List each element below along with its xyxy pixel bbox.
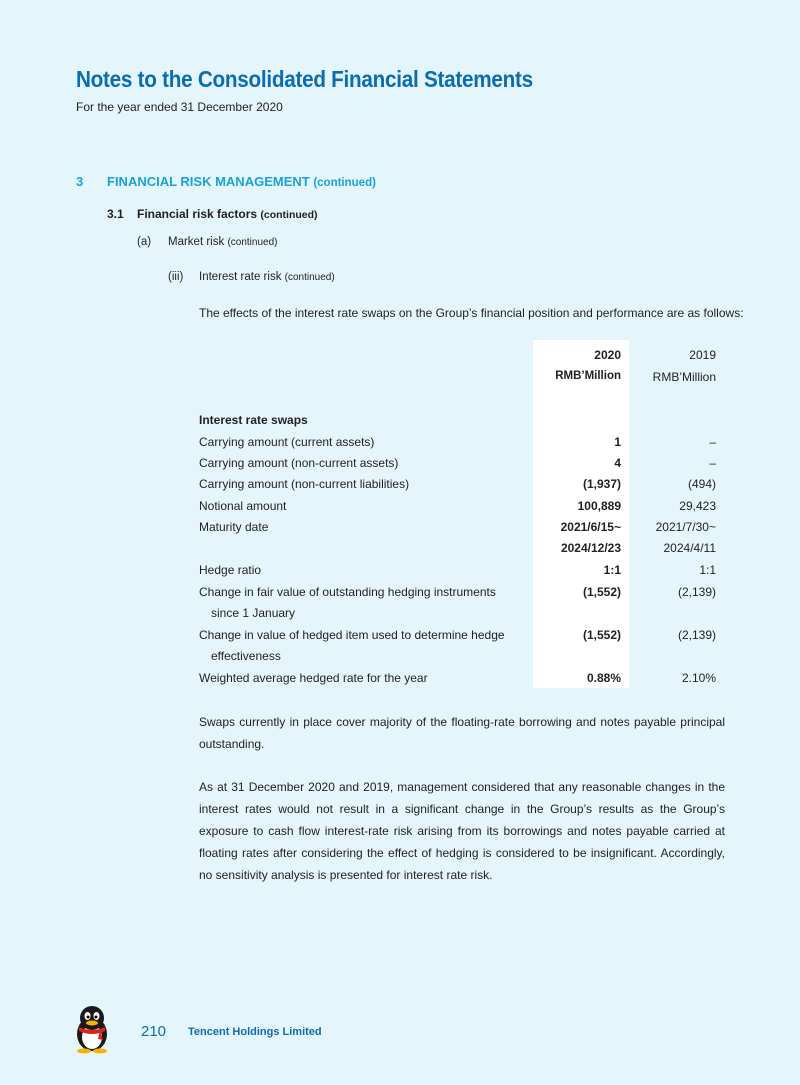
row-value-2020: 4	[614, 456, 621, 470]
row-value-2020: 0.88%	[586, 671, 621, 685]
row-label: Carrying amount (non-current assets)	[199, 456, 399, 470]
row-value-2019: 29,423	[679, 499, 716, 513]
subsection-title	[137, 207, 318, 221]
row-value-2019: 2021/7/30~	[655, 520, 716, 534]
section-title	[107, 174, 376, 189]
row-value-2019: (2,139)	[677, 585, 716, 599]
page-subtitle: For the year ended 31 December 2020	[76, 100, 283, 114]
row-value-2020: 1:1	[603, 563, 621, 577]
table-row	[199, 628, 721, 668]
table-row	[199, 585, 721, 625]
table-heading: Interest rate swaps	[199, 413, 308, 427]
item-iii-title-text: Interest rate risk	[199, 271, 282, 283]
row-value-2019: 2.10%	[681, 671, 716, 685]
section-number: 3	[76, 174, 84, 189]
row-value-2020: 2021/6/15~	[560, 520, 621, 534]
paragraph-swaps: Swaps currently in place cover majority of the floating-rate borrowing and notes payable principal outstanding.	[199, 715, 725, 751]
item-a-continued: (continued)	[227, 237, 278, 248]
item-iii-title	[199, 271, 335, 283]
row-value-2019-line2: 2024/4/11	[663, 541, 716, 555]
row-label: Maturity date	[199, 520, 269, 534]
table-row	[199, 671, 721, 693]
table-heading-row	[199, 413, 721, 435]
col-2020-unit: RMB’Million	[555, 370, 621, 382]
section-title-text: FINANCIAL RISK MANAGEMENT	[107, 174, 310, 189]
row-value-2019: (494)	[687, 477, 716, 491]
row-label: Change in value of hedged item used to determine hedge	[199, 628, 505, 642]
paragraph-sensitivity: As at 31 December 2020 and 2019, management considered that any reasonable changes in the interest rates would not result in a significant change in the Group’s results as the Group’s exposure to cash flow interest-rate risk arising from its borrowings and notes payable carried at floating rates after considering the effect of hedging is considered to be insignificant. Accordingly, no sensitivity analysis is presented for interest rate risk.	[199, 780, 725, 882]
row-value-2020-line2: 2024/12/23	[560, 541, 621, 555]
row-label: Notional amount	[199, 499, 287, 513]
table-row	[199, 456, 721, 478]
row-value-2019: –	[709, 456, 716, 470]
col-2019-year: 2019	[689, 348, 716, 362]
page-number: 210	[141, 1023, 167, 1040]
item-a-number: (a)	[137, 236, 152, 248]
table-row	[199, 563, 721, 585]
page-title: Notes to the Consolidated Financial Statements	[76, 66, 533, 92]
col-2019-unit: RMB’Million	[652, 370, 716, 384]
table-row	[199, 435, 721, 457]
row-value-2019: (2,139)	[677, 628, 716, 642]
row-label: Carrying amount (current assets)	[199, 435, 375, 449]
company-name: Tencent Holdings Limited	[188, 1026, 322, 1038]
subsection-continued: (continued)	[260, 209, 318, 221]
row-label: Weighted average hedged rate for the year	[199, 671, 428, 685]
table-row	[199, 520, 721, 564]
item-iii-continued: (continued)	[284, 272, 335, 283]
item-iii-number: (iii)	[168, 271, 184, 283]
row-label: Carrying amount (non-current liabilities)	[199, 477, 410, 491]
row-value-2019: 1:1	[699, 563, 716, 577]
section-continued: (continued)	[313, 177, 376, 189]
row-value-2020: (1,552)	[582, 585, 621, 599]
row-value-2020: 1	[614, 435, 621, 449]
row-value-2020: (1,937)	[582, 477, 621, 491]
item-a-title-text: Market risk	[168, 236, 225, 248]
row-value-2020: (1,552)	[582, 628, 621, 642]
row-value-2019: –	[709, 435, 716, 449]
qq-penguin-icon	[70, 1004, 114, 1054]
item-a-title	[168, 236, 277, 248]
col-2020-year: 2020	[594, 348, 621, 362]
subsection-number: 3.1	[107, 207, 124, 221]
intro-text: The effects of the interest rate swaps on the Group’s financial position and performance are as follows:	[199, 306, 744, 320]
subsection-title-text: Financial risk factors	[137, 207, 258, 221]
row-value-2020: 100,889	[577, 499, 621, 513]
table-row	[199, 477, 721, 499]
table-row	[199, 499, 721, 521]
row-label: Change in fair value of outstanding hedging instruments	[199, 585, 496, 599]
row-label: Hedge ratio	[199, 563, 262, 577]
row-label-line2: effectiveness	[211, 649, 281, 663]
row-label-line2: since 1 January	[211, 606, 296, 620]
